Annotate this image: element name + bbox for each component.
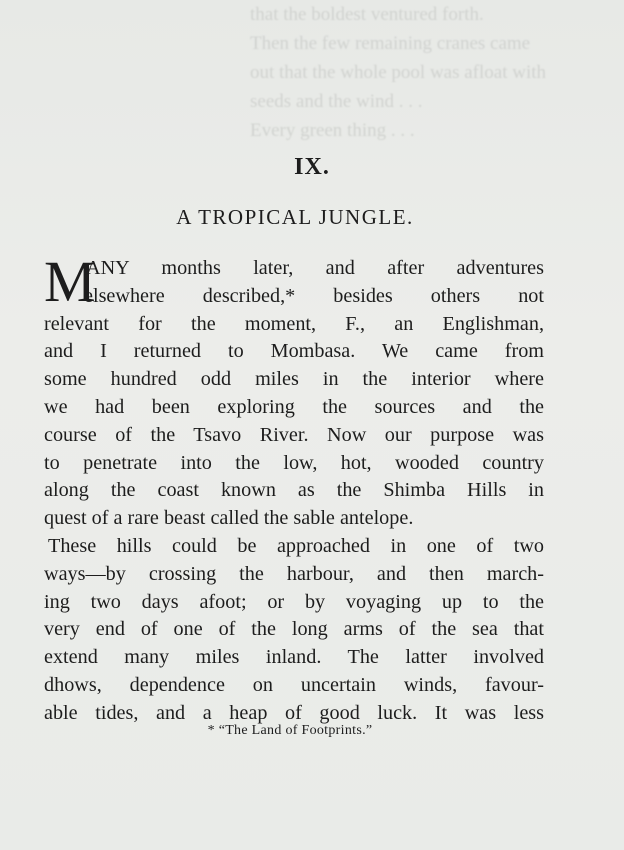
text-line: we had been exploring the sources and the	[44, 395, 544, 418]
footnote: * “The Land of Footprints.”	[207, 723, 373, 738]
text-line: ways—by crossing the harbour, and then march-	[44, 562, 544, 585]
text-line: extend many miles inland. The latter involved	[44, 646, 544, 669]
paragraph-2	[44, 533, 544, 728]
text-line: some hundred odd miles in the interior where	[44, 368, 544, 391]
text-line: able tides, and a heap of good luck. It was less	[44, 701, 544, 724]
text-line: elsewhere described,* besides others not	[84, 284, 544, 307]
text-line: quest of a rare beast called the sable antelope.	[44, 507, 414, 530]
text-line: course of the Tsavo River. Now our purpose was	[44, 423, 544, 446]
bleed-line: Every green thing . . .	[250, 120, 415, 141]
bleed-line: that the boldest ventured forth.	[250, 4, 484, 25]
text-line: ing two days afoot; or by voyaging up to the	[44, 590, 544, 613]
paragraph-1	[44, 249, 544, 533]
text-line: very end of one of the long arms of the sea that	[44, 618, 544, 641]
chapter-number: IX.	[294, 154, 330, 180]
bleed-through-text	[230, 0, 624, 141]
drop-cap: M	[44, 249, 96, 314]
text-line: and I returned to Mombasa. We came from	[44, 340, 544, 363]
text-line: along the coast known as the Shimba Hills in	[44, 479, 544, 502]
bleed-line: out that the whole pool was afloat with	[250, 62, 547, 83]
chapter-title: A TROPICAL JUNGLE.	[176, 205, 414, 229]
body-text	[44, 249, 544, 728]
bleed-line: Then the few remaining cranes came	[250, 33, 531, 54]
bleed-line: seeds and the wind . . .	[250, 91, 423, 112]
text-line: ANY months later, and after adventures	[86, 257, 544, 279]
text-line: to penetrate into the low, hot, wooded country	[44, 451, 544, 474]
text-line: dhows, dependence on uncertain winds, favour-	[44, 673, 544, 696]
text-line: relevant for the moment, F., an Englishman,	[44, 312, 544, 335]
text-line: These hills could be approached in one of two	[48, 534, 544, 557]
